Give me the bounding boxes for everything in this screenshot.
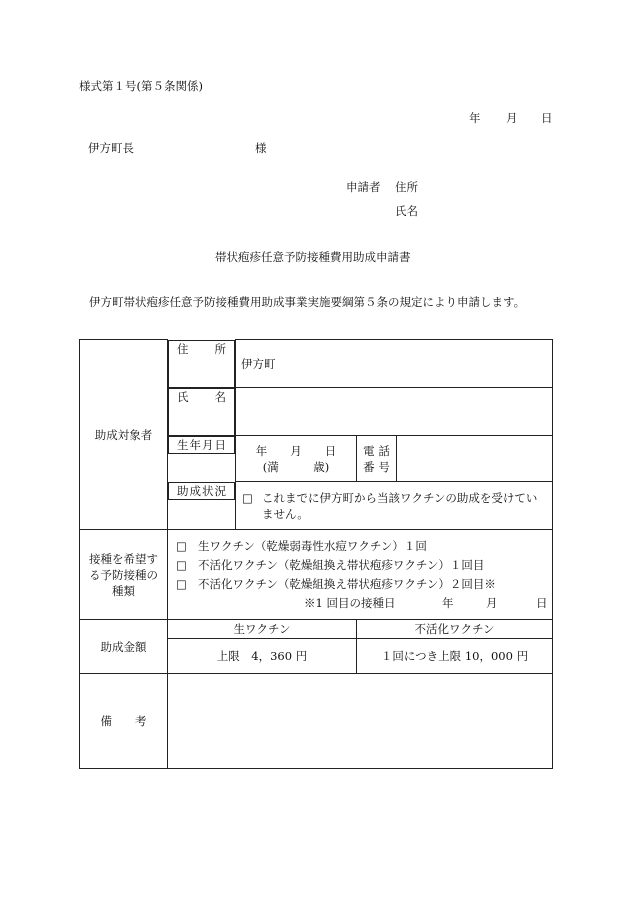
phone-field[interactable]: [397, 436, 553, 482]
date-year-label: 年: [469, 111, 481, 125]
first-dose-note: ※1 回目の接種日: [304, 595, 396, 610]
honorific: 様: [255, 141, 267, 155]
intro-text: 伊方町帯状疱疹任意予防接種費用助成事業実施要綱第５条の規定により申請します。: [89, 295, 526, 309]
vaccine-options: [168, 530, 553, 620]
dob-date-line: 年 月 日: [255, 443, 337, 458]
vaccine-section-label-line2: る予防接種の: [89, 567, 158, 582]
remarks-label: 備 考: [80, 674, 168, 769]
vaccine-option[interactable]: [176, 556, 544, 575]
addressee: 伊方町長: [88, 141, 134, 155]
date-month-label: 月: [506, 111, 518, 125]
inactivated-vaccine-amount: １回につき上限 10，000 円: [357, 639, 553, 674]
live-vaccine-header: 生ワクチン: [168, 620, 357, 639]
status-checkbox[interactable]: □: [242, 490, 253, 505]
vaccine-option-label: 生ワクチン（乾燥弱毒性水痘ワクチン）１回: [198, 538, 427, 553]
vaccine-checkbox[interactable]: □: [176, 557, 187, 572]
phone-label-line2: 番 号: [363, 459, 390, 474]
applicant-label: 申請者: [346, 180, 381, 194]
status-label: 助 成 状 況: [168, 482, 235, 500]
applicant-name-label: 氏名: [395, 204, 418, 218]
inactivated-vaccine-header: 不活化ワクチン: [357, 620, 553, 639]
first-dose-day: 日: [536, 595, 548, 610]
vaccine-section-label-line3: 種類: [112, 583, 135, 598]
first-dose-month: 月: [486, 595, 498, 610]
phone-label-line1: 電 話: [363, 443, 390, 458]
date-day-label: 日: [541, 111, 553, 125]
status-text-line1: これまでに伊方町から当該ワクチンの助成を受けてい: [262, 490, 538, 505]
dob-field[interactable]: [236, 436, 357, 482]
live-vaccine-amount: 上限 4，360 円: [168, 639, 357, 674]
phone-label: [357, 436, 397, 482]
name-label: 氏 名: [168, 388, 235, 436]
vaccine-option[interactable]: [176, 537, 544, 556]
dob-label: 生 年 月 日: [168, 436, 235, 454]
remarks-field[interactable]: [168, 674, 553, 769]
dob-age-line: (満 歳): [262, 459, 330, 474]
form-number: 様式第１号(第５条関係): [79, 79, 203, 93]
vaccine-option[interactable]: [176, 575, 544, 594]
vaccine-option-label: 不活化ワクチン（乾燥組換え帯状疱疹ワクチン）２回目※: [198, 576, 496, 591]
address-value[interactable]: 伊方町: [236, 340, 553, 388]
vaccine-option-label: 不活化ワクチン（乾燥組換え帯状疱疹ワクチン）１回目: [198, 557, 485, 572]
amount-section-label: 助成金額: [80, 620, 168, 674]
application-table: [79, 339, 553, 769]
status-text-line2: ません。: [262, 506, 309, 521]
name-field[interactable]: [236, 388, 553, 436]
vaccine-section-label-line1: 接種を希望す: [89, 551, 158, 566]
status-cell: [236, 482, 553, 530]
document-title: 帯状疱疹任意予防接種費用助成申請書: [215, 250, 411, 264]
applicant-address-label: 住所: [395, 180, 418, 194]
address-label: 住 所: [168, 340, 235, 388]
first-dose-year: 年: [442, 595, 454, 610]
vaccine-section-label: [80, 530, 168, 620]
first-dose-date-row: [176, 594, 548, 613]
vaccine-checkbox[interactable]: □: [176, 538, 187, 553]
subject-section-label: 助成対象者: [80, 340, 168, 530]
vaccine-checkbox[interactable]: □: [176, 576, 187, 591]
